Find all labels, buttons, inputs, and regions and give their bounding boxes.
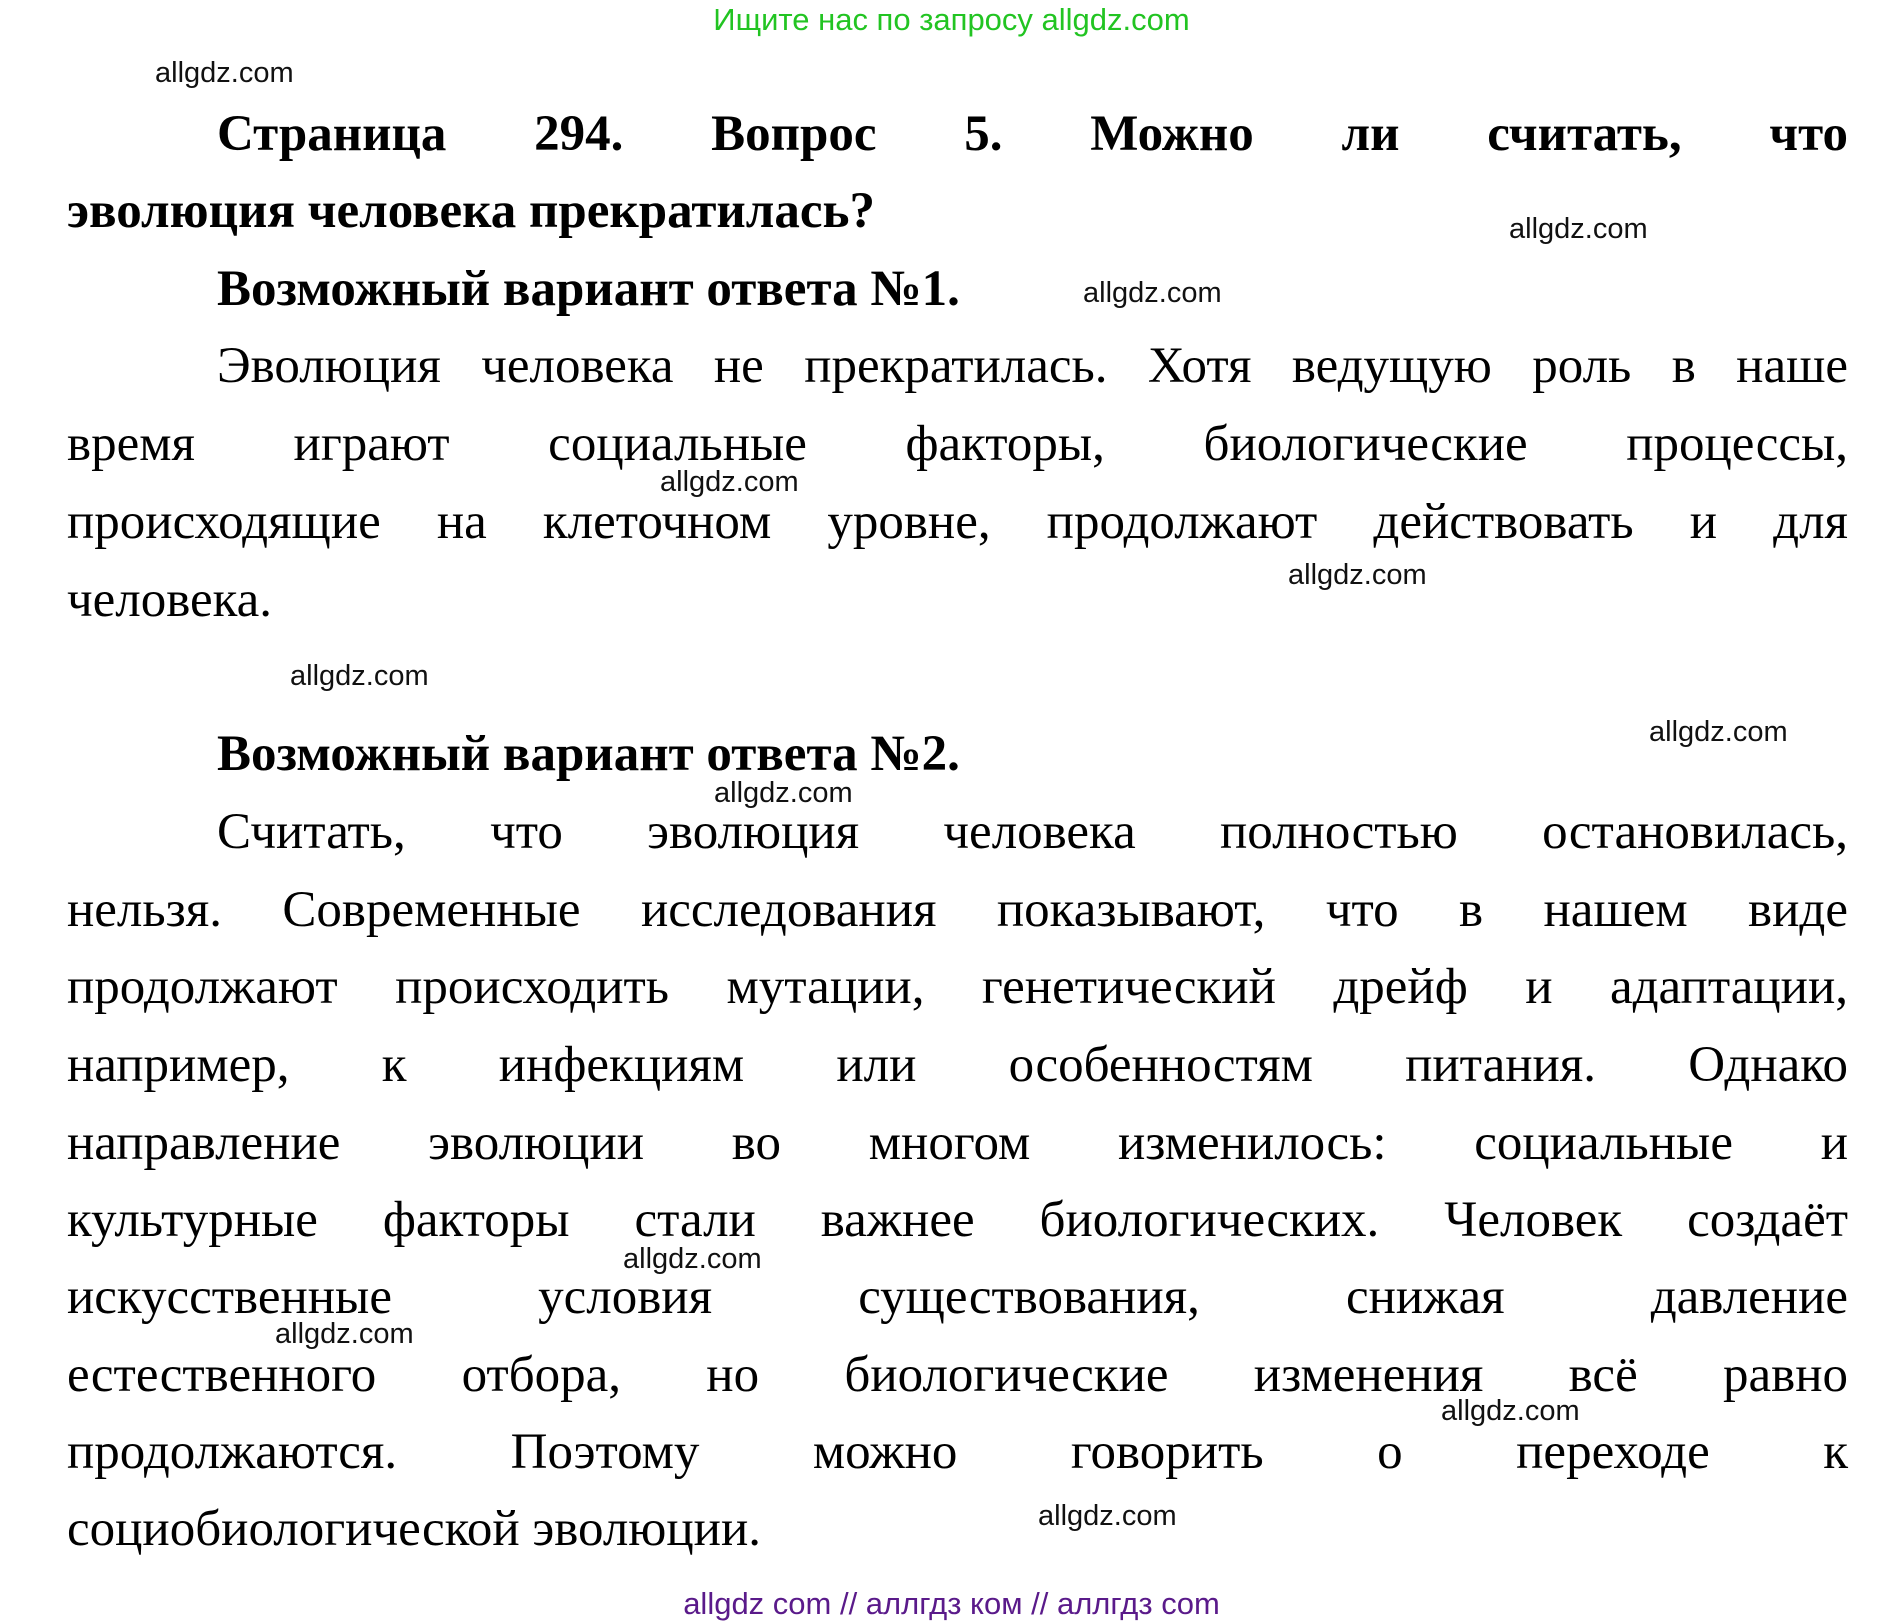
watermark: allgdz.com bbox=[714, 777, 853, 809]
title-line-2: эволюция человека прекратилась? bbox=[67, 183, 876, 239]
answer1-heading: Возможный вариант ответа №1. bbox=[217, 261, 960, 317]
answer2-line: направление эволюции во многом изменилось: социальные и bbox=[67, 1115, 1848, 1171]
answer1-line: Эволюция человека не прекратилась. Хотя ведущую роль в наше bbox=[217, 338, 1848, 394]
answer2-line: социобиологической эволюции. bbox=[67, 1501, 762, 1557]
answer1-line: происходящие на клеточном уровне, продолжают действовать и для bbox=[67, 494, 1848, 550]
watermark: allgdz.com bbox=[1441, 1395, 1580, 1427]
answer2-line: нельзя. Современные исследования показывают, что в нашем виде bbox=[67, 882, 1848, 938]
answer2-line: Считать, что эволюция человека полностью остановилась, bbox=[217, 804, 1848, 860]
watermark: allgdz.com bbox=[1288, 559, 1427, 591]
watermark: allgdz.com bbox=[275, 1318, 414, 1350]
promo-banner: Ищите нас по запросу allgdz.com bbox=[713, 2, 1190, 37]
answer2-line: продолжают происходить мутации, генетический дрейф и адаптации, bbox=[67, 959, 1848, 1015]
watermark: allgdz.com bbox=[660, 466, 799, 498]
answer1-line: человека. bbox=[67, 572, 273, 628]
watermark: allgdz.com bbox=[1509, 213, 1648, 245]
watermark: allgdz.com bbox=[290, 660, 429, 692]
footer-links: allgdz com // аллгдз ком // аллгдз com bbox=[683, 1586, 1220, 1621]
answer2-line: искусственные условия существования, снижая давление bbox=[67, 1269, 1848, 1325]
answer2-heading: Возможный вариант ответа №2. bbox=[217, 726, 960, 782]
answer2-line: например, к инфекциям или особенностям питания. Однако bbox=[67, 1037, 1848, 1093]
watermark: allgdz.com bbox=[1649, 716, 1788, 748]
answer1-line: время играют социальные факторы, биологические процессы, bbox=[67, 416, 1848, 472]
answer2-line: продолжаются. Поэтому можно говорить о переходе к bbox=[67, 1424, 1848, 1480]
title-line-1: Страница 294. Вопрос 5. Можно ли считать, что bbox=[217, 106, 1848, 162]
answer2-line: культурные факторы стали важнее биологических. Человек создаёт bbox=[67, 1192, 1848, 1248]
watermark: allgdz.com bbox=[1038, 1500, 1177, 1532]
watermark: allgdz.com bbox=[155, 57, 294, 89]
watermark: allgdz.com bbox=[1083, 277, 1222, 309]
watermark: allgdz.com bbox=[623, 1243, 762, 1275]
answer2-line: естественного отбора, но биологические изменения всё равно bbox=[67, 1347, 1848, 1403]
